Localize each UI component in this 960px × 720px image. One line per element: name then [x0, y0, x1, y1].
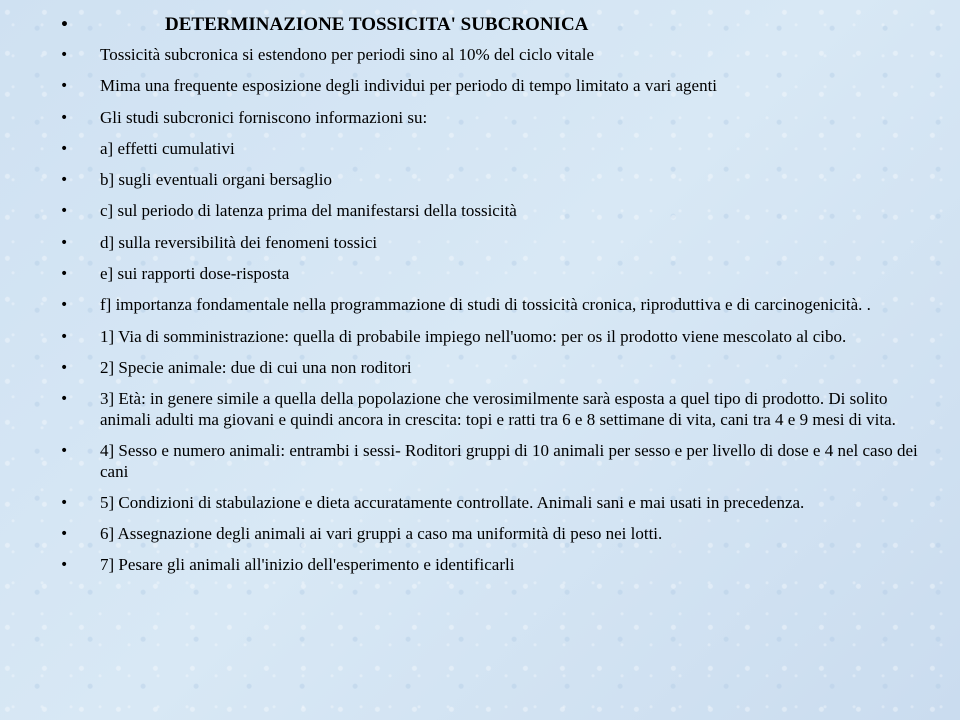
list-item-text: 1] Via di somministrazione: quella di probabile impiego nell'uomo: per os il prodotto viene mescolato al cibo.: [100, 326, 847, 346]
bullet-icon: •: [60, 557, 69, 574]
list-item: [0, 493, 920, 514]
list-item-text: a] effetti cumulativi: [100, 138, 235, 158]
list-item-text: 6] Assegnazione degli animali ai vari gruppi a caso ma uniformità di peso nei lotti.: [100, 524, 663, 544]
bullet-icon: •: [60, 359, 69, 376]
list-item: [0, 327, 920, 348]
list-item: [0, 170, 920, 191]
list-item: [0, 389, 920, 430]
bullet-icon: •: [60, 526, 69, 543]
list-item: [0, 358, 920, 379]
list-item: [0, 201, 920, 222]
list-item: [0, 555, 920, 576]
title-text: DETERMINAZIONE TOSSICITA' SUBCRONICA: [165, 14, 589, 35]
list-item-text: 5] Condizioni di stabulazione e dieta accuratamente controllate. Animali sani e mai usati in precedenza.: [100, 492, 805, 512]
bullet-icon: •: [60, 266, 69, 283]
bullet-icon: •: [60, 17, 69, 33]
list-item: [0, 76, 920, 97]
bullet-icon: •: [60, 78, 69, 95]
bullet-icon: •: [60, 234, 69, 251]
list-item-text: e] sui rapporti dose-risposta: [100, 264, 290, 284]
list-item-text: Mima una frequente esposizione degli individui per periodo di tempo limitato a vari agenti: [100, 76, 718, 96]
bullet-icon: •: [60, 140, 69, 157]
list-item: [0, 264, 920, 285]
list-item-text: Gli studi subcronici forniscono informazioni su:: [100, 107, 428, 127]
bullet-icon: •: [60, 494, 69, 511]
list-item-text: 7] Pesare gli animali all'inizio dell'esperimento e identificarli: [100, 555, 515, 575]
bullet-icon: •: [60, 297, 69, 314]
list-item-text: f] importanza fondamentale nella programmazione di studi di tossicità cronica, riproduttiva e di carcinogenicità. .: [100, 295, 871, 315]
bullet-icon: •: [60, 328, 69, 345]
list-item: [0, 295, 920, 316]
list-item: [0, 524, 920, 545]
bullet-icon: •: [60, 443, 69, 460]
list-item-text: c] sul periodo di latenza prima del manifestarsi della tossicità: [100, 201, 517, 221]
list-item-text: d] sulla reversibilità dei fenomeni tossici: [100, 232, 378, 252]
list-item-text: 4] Sesso e numero animali: entrambi i sessi- Roditori gruppi di 10 animali per sesso e per livello di dose e 4 nel caso dei cani: [100, 441, 918, 481]
list-item: [0, 233, 920, 254]
bullet-icon: •: [60, 203, 69, 220]
bullet-icon: •: [60, 172, 69, 189]
bullet-icon: •: [60, 109, 69, 126]
list-item-text: Tossicità subcronica si estendono per periodi sino al 10% del ciclo vitale: [100, 45, 595, 64]
slide-title: [0, 14, 920, 36]
bullet-icon: •: [60, 391, 69, 408]
list-item-text: b] sugli eventuali organi bersaglio: [100, 170, 332, 190]
list-item: [0, 139, 920, 160]
list-item: [0, 45, 920, 66]
bullet-icon: •: [60, 47, 69, 63]
list-item: [0, 441, 920, 482]
list-item-text: 3] Età: in genere simile a quella della popolazione che verosimilmente sarà esposta a quel tipo di prodotto. Di solito animali adulti ma giovani e quindi ancora in crescita: topi e ratti tra 6 e 8 settimane di vita, cani tra 4 e 9 mesi di vita.: [100, 389, 896, 429]
list-item: [0, 108, 920, 129]
list-item-text: 2] Specie animale: due di cui una non roditori: [100, 357, 412, 377]
